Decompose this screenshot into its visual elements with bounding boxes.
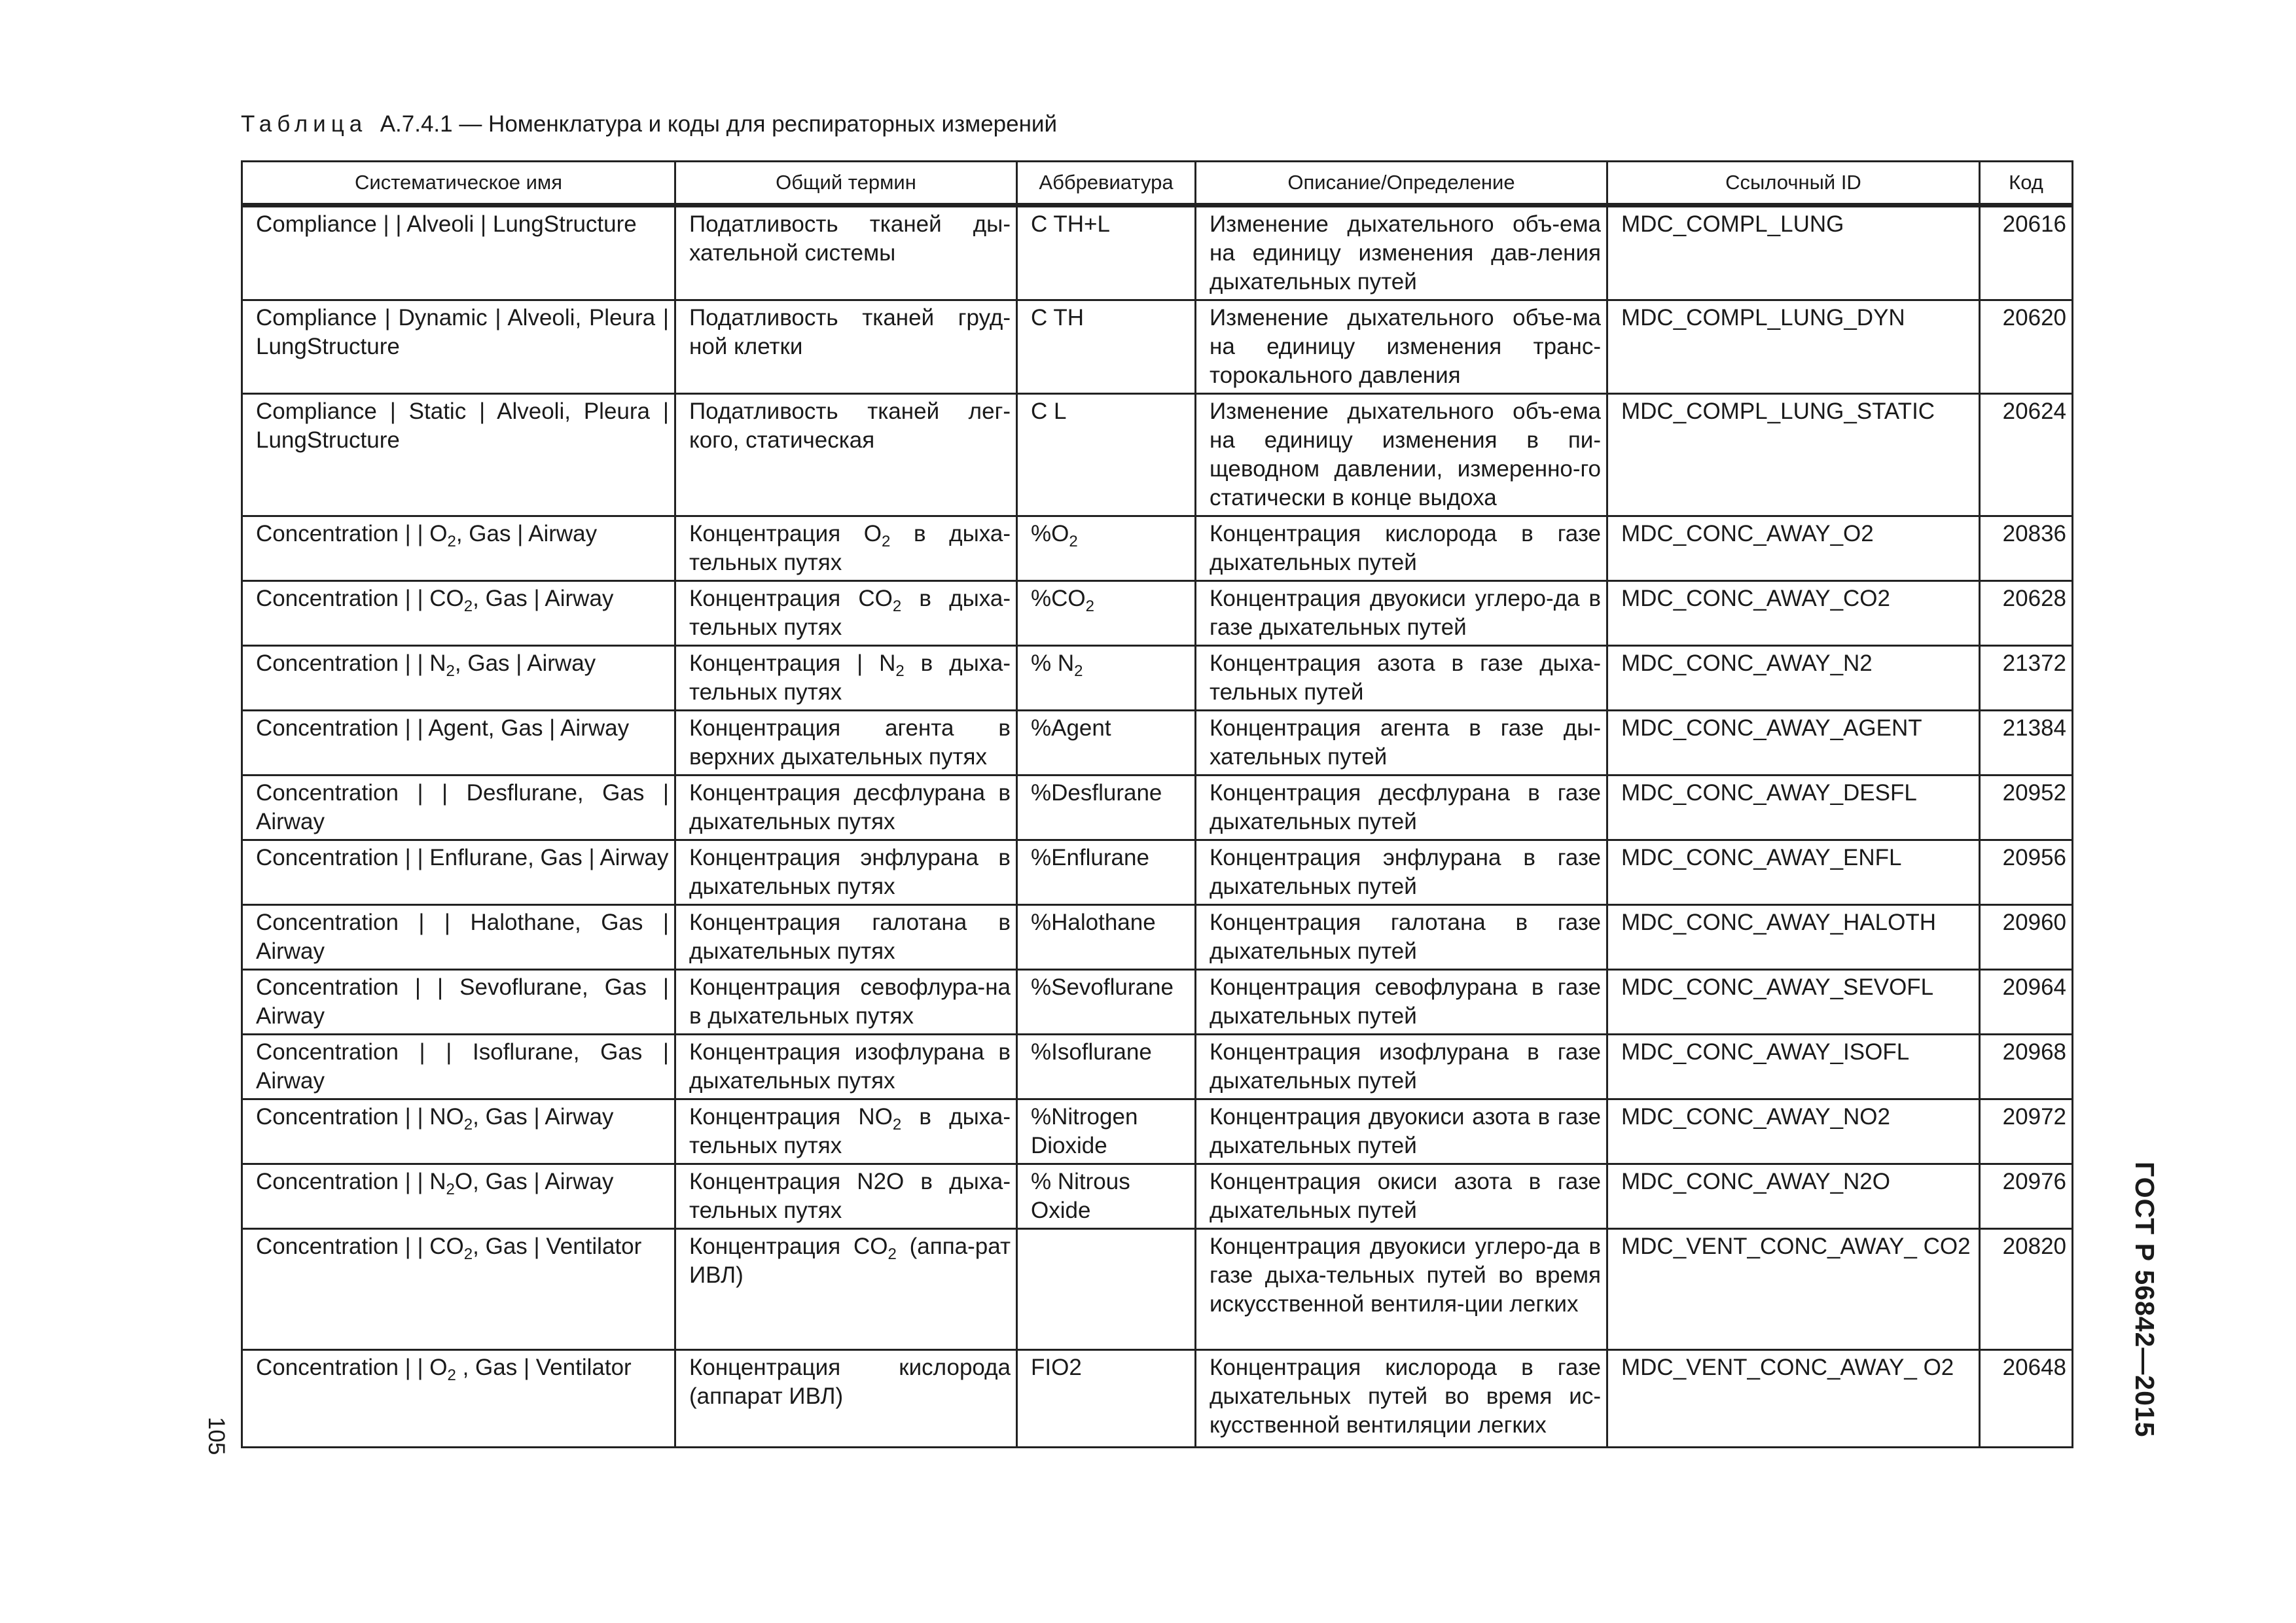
cell-common-term: Концентрация галотана в дыхательных путях [675, 905, 1017, 970]
cell-abbreviation: FIO2 [1017, 1350, 1196, 1448]
table-row [242, 840, 2073, 905]
cell-reference-id: MDC_COMPL_LUNG_DYN [1607, 300, 1980, 394]
cell-systematic-name: Concentration | | Isoflurane, Gas | Airway [242, 1035, 675, 1099]
table-row [242, 1164, 2073, 1229]
header-systematic-name: Систематическое имя [242, 162, 675, 205]
cell-systematic-name: Concentration | | Agent, Gas | Airway [242, 711, 675, 776]
cell-description: Концентрация севофлурана в газе дыхательных путей [1196, 970, 1607, 1035]
cell-reference-id: MDC_CONC_AWAY_O2 [1607, 516, 1980, 581]
cell-common-term: Концентрация изофлурана в дыхательных путях [675, 1035, 1017, 1099]
header-abbreviation: Аббревиатура [1017, 162, 1196, 205]
cell-systematic-name: Concentration | | $CO_2$, Gas | Ventilator [242, 1229, 675, 1350]
cell-systematic-name: Compliance | Static | Alveoli, Pleura | LungStructure [242, 394, 675, 516]
cell-systematic-name: Concentration | | $O_2$, Gas | Airway [242, 516, 675, 581]
cell-abbreviation: %Enflurane [1017, 840, 1196, 905]
header-code: Код [1980, 162, 2073, 205]
cell-common-term: Податливость тканей груд-ной клетки [675, 300, 1017, 394]
cell-description: Изменение дыхательного объе-ма на единицу изменения транс-торокального давления [1196, 300, 1607, 394]
cell-abbreviation: $\%O_2$ [1017, 516, 1196, 581]
table-row [242, 205, 2073, 300]
cell-common-term: Концентрация севофлура-на в дыхательных путях [675, 970, 1017, 1035]
cell-code: 20976 [1980, 1164, 2073, 1229]
cell-abbreviation: C TH [1017, 300, 1196, 394]
cell-abbreviation: % Nitrous Oxide [1017, 1164, 1196, 1229]
cell-reference-id: MDC_VENT_CONC_AWAY_ CO2 [1607, 1229, 1980, 1350]
cell-code: 20624 [1980, 394, 2073, 516]
cell-code: 20964 [1980, 970, 2073, 1035]
cell-description: Изменение дыхательного объ-ема на единицу изменения дав-ления дыхательных путей [1196, 205, 1607, 300]
cell-systematic-name: Concentration | | $CO_2$, Gas | Airway [242, 581, 675, 646]
cell-description: Концентрация окиси азота в газе дыхательных путей [1196, 1164, 1607, 1229]
cell-common-term: Концентрация | $N_2$ в дыха-тельных путях [675, 646, 1017, 711]
cell-code: 21384 [1980, 711, 2073, 776]
cell-code: 20956 [1980, 840, 2073, 905]
nomenclature-table [241, 160, 2073, 1448]
cell-abbreviation: C L [1017, 394, 1196, 516]
cell-description: Концентрация десфлурана в газе дыхательных путей [1196, 776, 1607, 840]
table-wrapper [241, 160, 2073, 1448]
cell-common-term: Концентрация десфлурана в дыхательных путях [675, 776, 1017, 840]
cell-description: Концентрация азота в газе дыха-тельных путей [1196, 646, 1607, 711]
cell-common-term: Концентрация N2O в дыха-тельных путях [675, 1164, 1017, 1229]
cell-code: 20952 [1980, 776, 2073, 840]
cell-description: Концентрация двуокиси азота в газе дыхательных путей [1196, 1099, 1607, 1164]
cell-systematic-name: Concentration | | $O_2$ , Gas | Ventilator [242, 1350, 675, 1448]
cell-abbreviation: $\%CO_2$ [1017, 581, 1196, 646]
cell-abbreviation: %Desflurane [1017, 776, 1196, 840]
cell-common-term: Концентрация агента в верхних дыхательных путях [675, 711, 1017, 776]
cell-systematic-name: Concentration | | Desflurane, Gas | Airway [242, 776, 675, 840]
cell-common-term: Концентрация $CO_2$ (аппа-рат ИВЛ) [675, 1229, 1017, 1350]
cell-reference-id: MDC_CONC_AWAY_N2 [1607, 646, 1980, 711]
cell-code: 20972 [1980, 1099, 2073, 1164]
cell-abbreviation: C TH+L [1017, 205, 1196, 300]
cell-description: Концентрация двуокиси углеро-да в газе дыха-тельных путей во время искусственной вентиля-ции легких [1196, 1229, 1607, 1350]
cell-common-term: Концентрация энфлурана в дыхательных путях [675, 840, 1017, 905]
header-row [242, 162, 2073, 205]
cell-description: Концентрация кислорода в газе дыхательных путей [1196, 516, 1607, 581]
cell-reference-id: MDC_COMPL_LUNG_STATIC [1607, 394, 1980, 516]
cell-code: 21372 [1980, 646, 2073, 711]
cell-code: 20628 [1980, 581, 2073, 646]
table-row [242, 1035, 2073, 1099]
caption-text: А.7.4.1 — Номенклатура и коды для респираторных измерений [380, 111, 1058, 137]
cell-abbreviation [1017, 1229, 1196, 1350]
cell-common-term: Концентрация $O_2$ в дыха-тельных путях [675, 516, 1017, 581]
cell-code: 20616 [1980, 205, 2073, 300]
table-row [242, 646, 2073, 711]
cell-systematic-name: Concentration | | Enflurane, Gas | Airway [242, 840, 675, 905]
cell-reference-id: MDC_VENT_CONC_AWAY_ O2 [1607, 1350, 1980, 1448]
cell-reference-id: MDC_CONC_AWAY_NO2 [1607, 1099, 1980, 1164]
document-code: ГОСТ Р 56842—2015 [2130, 1162, 2160, 1438]
cell-code: 20648 [1980, 1350, 2073, 1448]
table-row [242, 516, 2073, 581]
cell-systematic-name: Concentration | | $N_2$, Gas | Airway [242, 646, 675, 711]
table-row [242, 711, 2073, 776]
cell-systematic-name: Concentration | | $N_2O$, Gas | Airway [242, 1164, 675, 1229]
cell-abbreviation: %Nitrogen Dioxide [1017, 1099, 1196, 1164]
cell-abbreviation: % $N_2$ [1017, 646, 1196, 711]
cell-systematic-name: Concentration | | Halothane, Gas | Airway [242, 905, 675, 970]
cell-code: 20820 [1980, 1229, 2073, 1350]
table-row [242, 394, 2073, 516]
table-row [242, 1229, 2073, 1350]
cell-reference-id: MDC_CONC_AWAY_DESFL [1607, 776, 1980, 840]
cell-reference-id: MDC_CONC_AWAY_N2O [1607, 1164, 1980, 1229]
cell-reference-id: MDC_CONC_AWAY_SEVOFL [1607, 970, 1980, 1035]
table-body [242, 205, 2073, 1448]
table-caption [241, 111, 1057, 137]
cell-description: Концентрация кислорода в газе дыхательных путей во время ис-кусственной вентиляции легких [1196, 1350, 1607, 1448]
cell-description: Концентрация галотана в газе дыхательных путей [1196, 905, 1607, 970]
cell-description: Концентрация изофлурана в газе дыхательных путей [1196, 1035, 1607, 1099]
cell-systematic-name: Concentration | | Sevoflurane, Gas | Airway [242, 970, 675, 1035]
cell-systematic-name: Compliance | Dynamic | Alveoli, Pleura | LungStructure [242, 300, 675, 394]
cell-abbreviation: %Halothane [1017, 905, 1196, 970]
cell-reference-id: MDC_CONC_AWAY_ENFL [1607, 840, 1980, 905]
cell-abbreviation: %Isoflurane [1017, 1035, 1196, 1099]
cell-common-term: Податливость тканей лег-кого, статическая [675, 394, 1017, 516]
table-row [242, 300, 2073, 394]
cell-abbreviation: %Sevoflurane [1017, 970, 1196, 1035]
caption-label: Таблица [241, 111, 368, 137]
cell-code: 20968 [1980, 1035, 2073, 1099]
cell-reference-id: MDC_CONC_AWAY_CO2 [1607, 581, 1980, 646]
cell-reference-id: MDC_CONC_AWAY_HALOTH [1607, 905, 1980, 970]
table-row [242, 1350, 2073, 1448]
cell-description: Изменение дыхательного объ-ема на единицу изменения в пи-щеводном давлении, измеренно-го статически в конце выдоха [1196, 394, 1607, 516]
page-number: 105 [204, 1417, 229, 1455]
cell-common-term: Податливость тканей ды-хательной системы [675, 205, 1017, 300]
cell-systematic-name: Concentration | | $NO_2$, Gas | Airway [242, 1099, 675, 1164]
cell-code: 20836 [1980, 516, 2073, 581]
cell-code: 20960 [1980, 905, 2073, 970]
cell-common-term: Концентрация $CO_2$ в дыха-тельных путях [675, 581, 1017, 646]
header-common-term: Общий термин [675, 162, 1017, 205]
table-row [242, 970, 2073, 1035]
cell-reference-id: MDC_CONC_AWAY_ISOFL [1607, 1035, 1980, 1099]
cell-code: 20620 [1980, 300, 2073, 394]
cell-description: Концентрация агента в газе ды-хательных путей [1196, 711, 1607, 776]
cell-description: Концентрация энфлурана в газе дыхательных путей [1196, 840, 1607, 905]
header-reference-id: Ссылочный ID [1607, 162, 1980, 205]
table-row [242, 581, 2073, 646]
table-row [242, 905, 2073, 970]
cell-abbreviation: %Agent [1017, 711, 1196, 776]
header-description: Описание/Определение [1196, 162, 1607, 205]
cell-common-term: Концентрация кислорода (аппарат ИВЛ) [675, 1350, 1017, 1448]
cell-description: Концентрация двуокиси углеро-да в газе дыхательных путей [1196, 581, 1607, 646]
cell-reference-id: MDC_COMPL_LUNG [1607, 205, 1980, 300]
table-row [242, 1099, 2073, 1164]
cell-common-term: Концентрация $NO_2$ в дыха-тельных путях [675, 1099, 1017, 1164]
cell-reference-id: MDC_CONC_AWAY_AGENT [1607, 711, 1980, 776]
cell-systematic-name: Compliance | | Alveoli | LungStructure [242, 205, 675, 300]
table-row [242, 776, 2073, 840]
